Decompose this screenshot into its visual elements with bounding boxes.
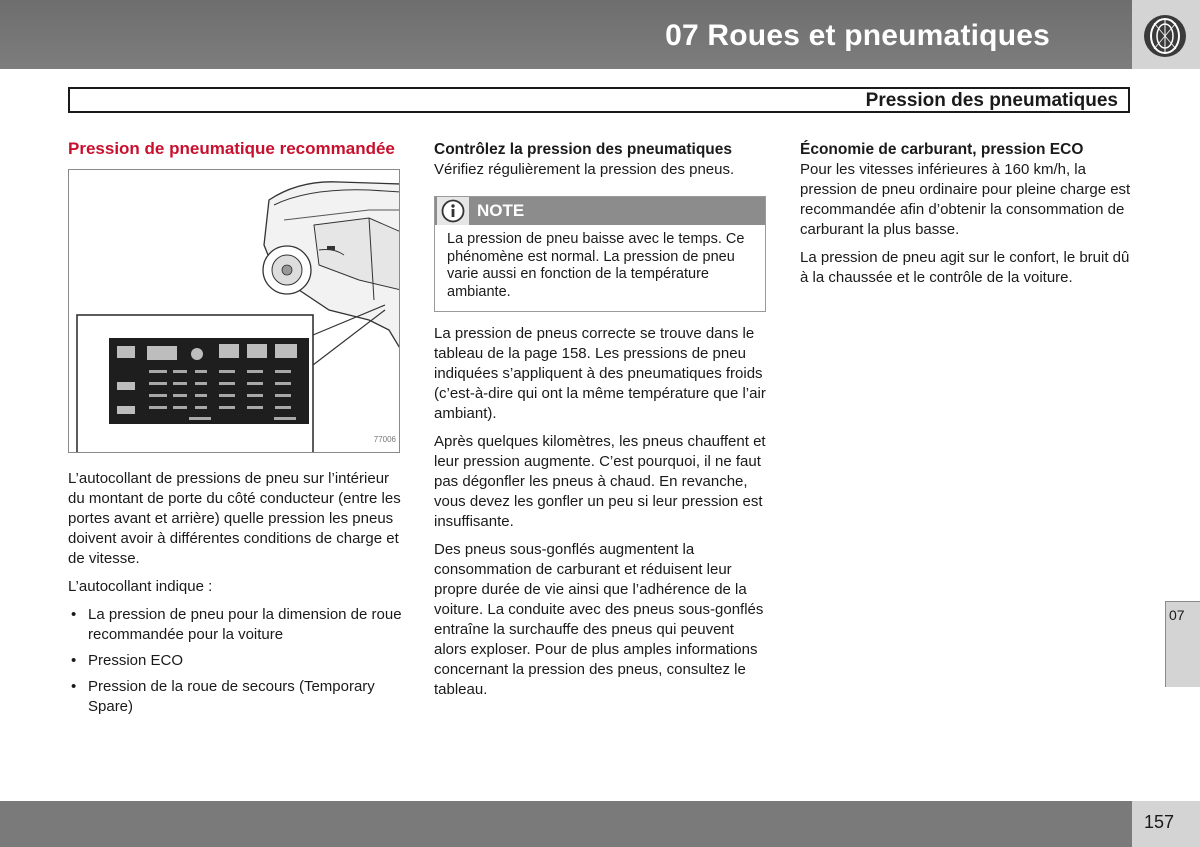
list-item-text: Pression ECO (88, 652, 184, 669)
paragraph: Après quelques kilomètres, les pneus chauffent et leur pression augmente. C’est pourquoi, il ne faut pas dégonfler les pneus à chaud. En revanche, vous devez les gonfler un peu si leur pression est insuffisante. (434, 433, 766, 530)
info-icon (441, 199, 465, 223)
recommended-pressure-heading: Pression de pneumatique recommandée (68, 139, 395, 158)
paragraph: La pression de pneus correcte se trouve dans le tableau de la page 158. Les pressions de pneu indiquées s’appliquent à des pneumatiques froids (c’est-à-dire qui ont la même température que l’air ambiant). (434, 325, 766, 422)
paragraph: Pour les vitesses inférieures à 160 km/h, la pression de pneu ordinaire pour pleine charge est recommandée afin d’obtenir la consommation de carburant la plus basse. (800, 161, 1131, 238)
list-item (68, 677, 402, 717)
bullet-glyph: • (71, 606, 77, 623)
bullet-glyph: • (71, 678, 77, 695)
eco-pressure-heading: Économie de carburant, pression ECO (800, 141, 1084, 158)
list-item (68, 651, 402, 671)
section-title: Pression des pneumatiques (865, 90, 1118, 111)
column-1 (68, 139, 402, 723)
list-item-text: La pression de pneu pour la dimension de roue recommandée pour la voiture (88, 606, 402, 643)
note-label: NOTE (477, 201, 525, 220)
chapter-side-tab (1165, 601, 1200, 687)
sticker-indicates-intro: L’autocollant indique : (68, 578, 213, 595)
paragraph: Des pneus sous-gonflés augmentent la consommation de carburant et réduisent leur propre durée de vie ainsi que l’adhérence de la voiture. La conduite avec des pneus sous-gonflés entraîne la surchauffe des pneus qui peuvent alors exploser. Pour de plus amples informations concernant la pression des pneus, consultez le tableau. (434, 541, 764, 698)
tire-icon (1142, 13, 1188, 59)
section-header (68, 87, 1130, 113)
check-pressure-intro: Vérifiez régulièrement la pression des pneus. (434, 161, 735, 178)
page-number: 157 (1144, 812, 1175, 832)
chapter-tab-label: 07 (1169, 607, 1185, 623)
footer-bar (0, 801, 1132, 847)
chapter-icon-box (1132, 0, 1200, 69)
list-item (68, 605, 402, 645)
paragraph: La pression de pneu agit sur le confort, le bruit dû à la chaussée et le contrôle de la voiture. (800, 249, 1130, 286)
bullet-glyph: • (71, 652, 77, 669)
sticker-description: L’autocollant de pressions de pneu sur l’intérieur du montant de porte du côté conducteur (entre les portes avant et arrière) quelle pression les pneus doivent avoir à différentes conditions de charge et de vitesse. (68, 470, 401, 567)
column-2 (434, 139, 768, 708)
check-pressure-heading: Contrôlez la pression des pneumatiques (434, 141, 733, 158)
figure-code: 77006 (373, 435, 396, 444)
note-icon-box (437, 197, 469, 225)
page-number-box (1132, 801, 1200, 847)
header-bar (0, 0, 1132, 69)
car-door-sticker-illustration (69, 170, 400, 453)
chapter-title: 07 Roues et pneumatiques (665, 19, 1050, 52)
note-text: La pression de pneu baisse avec le temps. Ce phénomène est normal. La pression de pneu varie aussi en fonction de la température ambiante. (447, 231, 745, 300)
tire-pressure-sticker-figure (68, 169, 400, 453)
list-item-text: Pression de la roue de secours (Temporary Spare) (88, 678, 375, 715)
column-3 (800, 139, 1134, 296)
sticker-info-list (68, 605, 402, 717)
note-box (434, 196, 766, 312)
note-header (435, 197, 765, 225)
